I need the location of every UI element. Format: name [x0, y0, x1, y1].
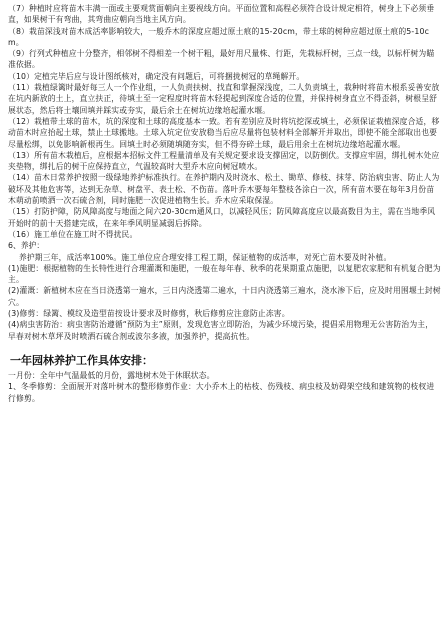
paragraph-11: （11）栽植绿篱时最好每三人一个作业组，一人负责扶树、找直和掌握深浅度，二人负责填土，栽种时将苗木根系妥善安放在坑内新放的土上，直立扶正，待填土至一定程度时将苗木轻提起到深度合适的位置，并保持树身直立不得歪斜，树根呈舒展状态，然后将土壤回填并踩实或夯实，最后余土在树坑边缘培起灌水堰。: [8, 83, 440, 115]
paragraph-9: （9）行列式种植应十分整齐，相邻树不得相差一个树干粗，最好用尺量株、行距，先栽标杆树，三点一线，以标杆树为瞄准依据。: [8, 49, 435, 70]
paragraph-14: （14）苗木日常养护按照一级绿地养护标准执行。在养护期内及时浇水、松土、锄草、修枝、抹芽、防治病虫害、防止人为破坏及其他危害等，达到无杂草、树盘平、表土松、不伤苗。落叶乔木要每年整枝各涂白一次，所有苗木要在每年3月份苗木萌动前喷洒一次石硫合剂，同时施肥一次促进植物生长。乔木应采取保湿。: [8, 173, 440, 206]
paragraph-7: （7）种植时应将苗木丰满一面或主要观赏面朝向主要视线方向。平面位置和高程必须符合设计规定相符，树身上下必须垂直，如果树干有弯曲，其弯曲应朝向当地主风方向。: [8, 4, 435, 25]
maintenance-intro: 养护期三年，成活率100%。施工单位应合理安排工程工期，保证植物的成活率，对死亡苗木要及时补植。: [18, 252, 392, 262]
maintenance-pruning: (3)修剪：绿篱、模纹及造型苗按设计要求及时修剪，秋后修剪应注意防止冻害。: [8, 309, 290, 319]
paragraph-15: （15）打防护障，防风障高度与地面之间六20-30cm通风口，以减轻风压；防风障高度应以最高数目为主，需在当地季风开始时的前十天搭建完成，在来年季风明显减弱后拆除。: [8, 207, 436, 228]
paragraph-10: （10）定植完毕后应与设计图纸核对，确定没有问题后，可将捆拢树冠的草绳解开。: [8, 71, 305, 81]
maintenance-heading: 6、养护：: [8, 241, 45, 251]
section-title: 一年园林养护工作具体安排：: [10, 353, 153, 367]
paragraph-16: （16）施工单位在施工时不得扰民。: [8, 229, 138, 239]
schedule-winter-pruning: 1、冬季修剪：全面展开对落叶树木的整形修剪作业：大小乔木上的枯枝、伤残枝、病虫枝及妨碍架空线和建筑物的枝杈进行修剪。: [8, 382, 435, 403]
maintenance-irrigation: (2)灌溉：新植树木应在当日浇透第一遍水，三日内浇透第二遍水，十日内浇透第三遍水，浇水渗下后，应及时用围堰土封树穴。: [8, 286, 441, 307]
paragraph-12: （12）栽植带土球的苗木，坑的深度和土球的高度基本一致。若有差别应及时将坑挖深或填土，必须保证栽植深度合适，移动苗木时应抬起土球，禁止土球搬地。土球入坑定位安放稳当后应尽量将包装材料全部解开并取出，即使不能全部取出也要尽量松绑，以免影响新根再生。回填土时必须随填随夯实，但不得夯碎土球，最后用余土在树坑边缘培起灌水堰。: [8, 116, 440, 149]
paragraph-8: （8）栽苗深浅对苗木成活率影响较大，一般乔木的深度应超过原土痕的15-20cm，带土球的树种应超过原土痕的5-10cm。: [8, 26, 430, 47]
maintenance-fertilize: (1)施肥：根据植物的生长特性进行合理灌溉和施肥，一般在每年春、秋季的花果期重点施肥，以复肥农家肥和有机复合肥为主。: [8, 263, 441, 285]
schedule-january: 一月份：全年中气温最低的月份，露地树木处于休眠状态。: [8, 370, 215, 380]
section-gap: [8, 342, 441, 350]
paragraph-13: （13）所有苗木栽植后，应根据本招标文件工程量清单及有关规定要求设支撑固定，以防倒伏。支撑应牢固，绑扎树木处应夹垫物，绑扎后的树干应保持直立，气温较高时大型乔木应向树冠喷水。: [8, 150, 440, 172]
maintenance-pest-control: (4)病虫害防治：病虫害防治遵循“预防为主”原则，发现危害立即防治，为减少环境污染，提倡采用物理无公害防治为主，早春对树木草坪及时喷洒石硫合剂或波尔多液，加强养护，提高抗性。: [8, 320, 434, 341]
